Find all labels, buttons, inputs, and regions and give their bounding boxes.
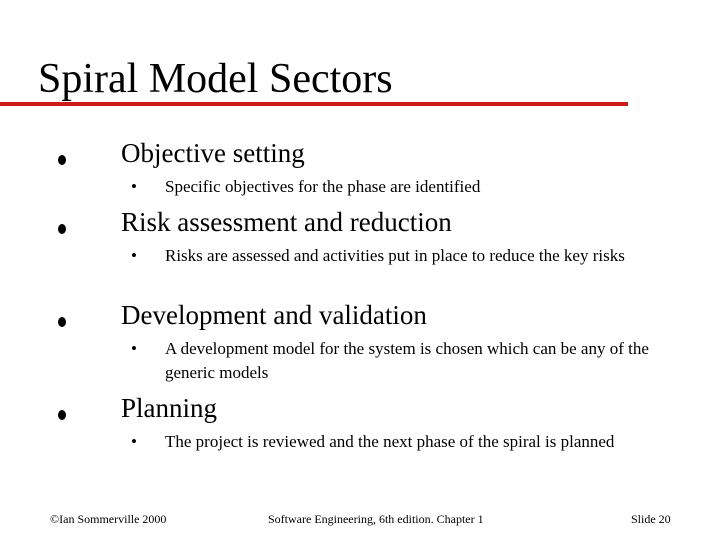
bullet-icon	[58, 410, 66, 420]
slide-title: Spiral Model Sectors	[38, 56, 393, 102]
sub-bullet-icon: •	[131, 246, 137, 265]
sub-bullet-icon: •	[131, 177, 137, 196]
bullet-icon	[58, 224, 66, 234]
sub-bullet-icon: •	[131, 432, 137, 451]
sector-heading-planning: Planning	[121, 393, 218, 423]
sector-detail-objective-setting: Specific objectives for the phase are identified	[165, 177, 481, 196]
title-underline	[0, 102, 628, 106]
sector-heading-objective-setting: Objective setting	[121, 138, 305, 168]
sector-detail-development-validation: A development model for the system is chosen which can be any of the generic models	[165, 339, 649, 382]
sub-bullet-icon: •	[131, 339, 137, 358]
sector-heading-development-validation: Development and validation	[121, 300, 427, 330]
bullet-icon	[58, 155, 66, 165]
sector-heading-risk-assessment: Risk assessment and reduction	[121, 207, 452, 237]
bullet-icon	[58, 317, 66, 327]
footer-slide-number: Slide 20	[631, 512, 671, 526]
footer-copyright: ©Ian Sommerville 2000	[50, 512, 167, 526]
sector-detail-risk-assessment: Risks are assessed and activities put in place to reduce the key risks	[165, 246, 625, 265]
sector-detail-planning: The project is reviewed and the next phase of the spiral is planned	[165, 432, 615, 451]
footer-book-reference: Software Engineering, 6th edition. Chapter 1	[268, 512, 484, 526]
